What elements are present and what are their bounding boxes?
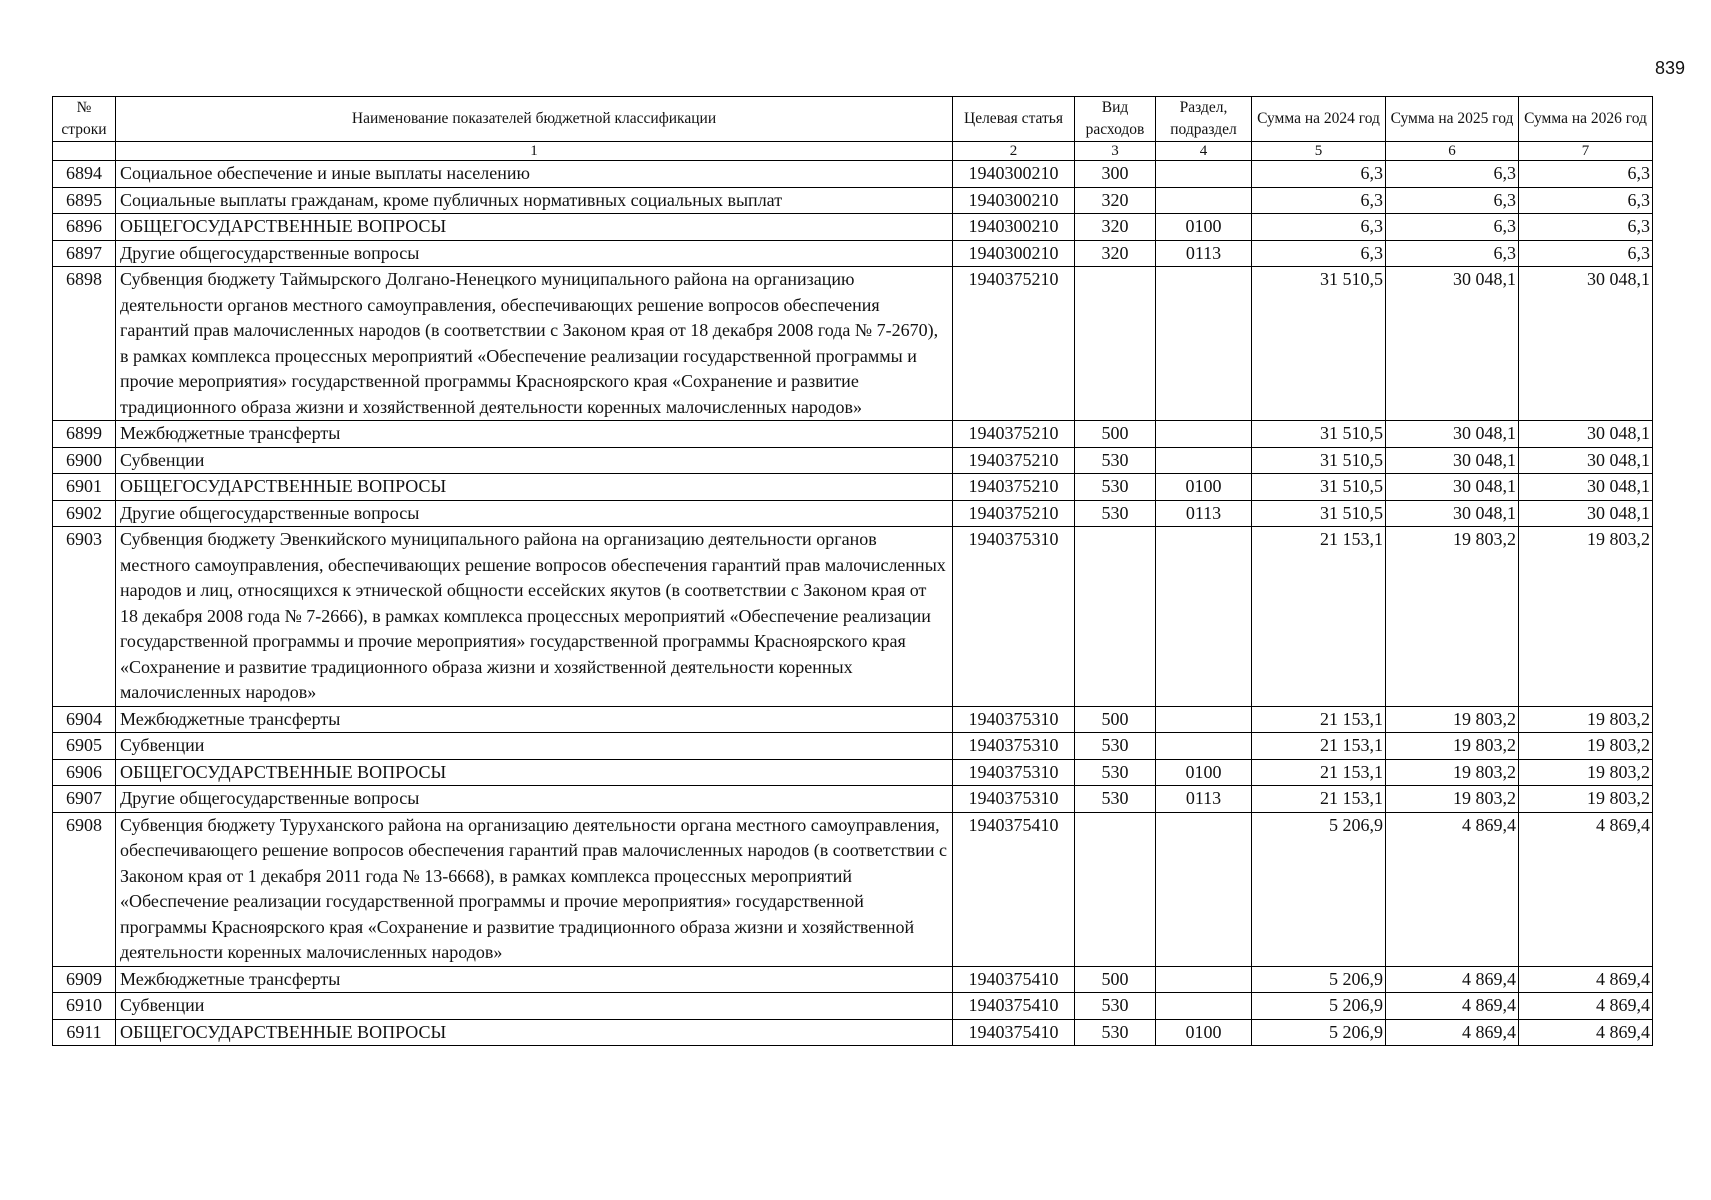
sum-2025-cell: 19 803,2 [1386, 786, 1519, 813]
row-number-cell: 6905 [53, 733, 116, 760]
column-number: 5 [1252, 142, 1386, 161]
column-number: 6 [1386, 142, 1519, 161]
expense-type-cell: 500 [1075, 966, 1156, 993]
sum-2025-cell: 4 869,4 [1386, 966, 1519, 993]
target-article-cell: 1940375310 [953, 706, 1075, 733]
target-article-cell: 1940375410 [953, 966, 1075, 993]
table-row [53, 527, 1653, 707]
sum-2026-cell: 4 869,4 [1519, 966, 1653, 993]
sum-2025-cell: 19 803,2 [1386, 527, 1519, 707]
row-number-cell: 6898 [53, 267, 116, 421]
indicator-name-cell: Межбюджетные трансферты [116, 421, 953, 448]
section-cell [1156, 966, 1252, 993]
indicator-name-cell: ОБЩЕГОСУДАРСТВЕННЫЕ ВОПРОСЫ [116, 214, 953, 241]
sum-2024-cell: 31 510,5 [1252, 421, 1386, 448]
target-article-cell: 1940375210 [953, 500, 1075, 527]
table-row [53, 1019, 1653, 1046]
row-number-cell: 6899 [53, 421, 116, 448]
target-article-cell: 1940300210 [953, 161, 1075, 188]
indicator-name-cell: Субвенция бюджету Туруханского района на организацию деятельности органа местного самоуправления, обеспечивающего решение вопросов обеспечения гарантий прав малочисленных народов (в соответствии с Законом края от 1 декабря 2011 года № 13-6668), в рамках комплекса процессных мероприятий «Обеспечение реализации государственной программы и прочие мероприятия» государственной программы Красноярского края «Сохранение и развитие традиционного образа жизни и хозяйственной деятельности коренных малочисленных народов» [116, 812, 953, 966]
sum-2026-cell: 4 869,4 [1519, 812, 1653, 966]
row-number-cell: 6895 [53, 187, 116, 214]
row-number-cell: 6897 [53, 240, 116, 267]
row-number-cell: 6904 [53, 706, 116, 733]
header-sum-2024: Сумма на 2024 год [1252, 97, 1386, 142]
section-cell: 0113 [1156, 240, 1252, 267]
sum-2026-cell: 30 048,1 [1519, 447, 1653, 474]
expense-type-cell: 500 [1075, 421, 1156, 448]
target-article-cell: 1940375310 [953, 786, 1075, 813]
indicator-name-cell: ОБЩЕГОСУДАРСТВЕННЫЕ ВОПРОСЫ [116, 1019, 953, 1046]
indicator-name-cell: Другие общегосударственные вопросы [116, 786, 953, 813]
sum-2025-cell: 30 048,1 [1386, 421, 1519, 448]
sum-2024-cell: 6,3 [1252, 240, 1386, 267]
sum-2024-cell: 31 510,5 [1252, 500, 1386, 527]
row-number-cell: 6900 [53, 447, 116, 474]
section-cell [1156, 527, 1252, 707]
indicator-name-cell: Субвенция бюджету Таймырского Долгано-Ненецкого муниципального района на организацию деятельности органов местного самоуправления, обеспечивающих решение вопросов обеспечения гарантий прав малочисленных народов (в соответствии с Законом края от 18 декабря 2008 года № 7-2670), в рамках комплекса процессных мероприятий «Обеспечение реализации государственной программы и прочие мероприятия» государственной программы Красноярского края «Сохранение и развитие традиционного образа жизни и хозяйственной деятельности коренных малочисленных народов» [116, 267, 953, 421]
table-row [53, 706, 1653, 733]
target-article-cell: 1940375410 [953, 812, 1075, 966]
sum-2025-cell: 19 803,2 [1386, 733, 1519, 760]
row-number-cell: 6902 [53, 500, 116, 527]
row-number-cell: 6910 [53, 993, 116, 1020]
section-cell: 0100 [1156, 214, 1252, 241]
expense-type-cell: 530 [1075, 759, 1156, 786]
row-number-cell: 6908 [53, 812, 116, 966]
column-numbers-row [53, 142, 1653, 161]
expense-type-cell: 300 [1075, 161, 1156, 188]
sum-2026-cell: 6,3 [1519, 214, 1653, 241]
indicator-name-cell: Межбюджетные трансферты [116, 966, 953, 993]
table-row [53, 240, 1653, 267]
section-cell: 0113 [1156, 500, 1252, 527]
section-cell [1156, 993, 1252, 1020]
column-number: 3 [1075, 142, 1156, 161]
sum-2025-cell: 4 869,4 [1386, 812, 1519, 966]
row-number-cell: 6901 [53, 474, 116, 501]
sum-2025-cell: 6,3 [1386, 187, 1519, 214]
sum-2025-cell: 30 048,1 [1386, 447, 1519, 474]
row-number-cell: 6907 [53, 786, 116, 813]
table-row [53, 500, 1653, 527]
table-row [53, 421, 1653, 448]
header-sum-2026: Сумма на 2026 год [1519, 97, 1653, 142]
column-number: 2 [953, 142, 1075, 161]
indicator-name-cell: Субвенции [116, 447, 953, 474]
expense-type-cell [1075, 267, 1156, 421]
table-row [53, 161, 1653, 188]
row-number-cell: 6896 [53, 214, 116, 241]
expense-type-cell: 530 [1075, 500, 1156, 527]
table-body [53, 161, 1653, 1046]
sum-2026-cell: 6,3 [1519, 240, 1653, 267]
sum-2024-cell: 5 206,9 [1252, 993, 1386, 1020]
sum-2024-cell: 6,3 [1252, 214, 1386, 241]
indicator-name-cell: Субвенции [116, 993, 953, 1020]
sum-2025-cell: 19 803,2 [1386, 759, 1519, 786]
section-cell [1156, 267, 1252, 421]
sum-2026-cell: 30 048,1 [1519, 267, 1653, 421]
sum-2024-cell: 21 153,1 [1252, 786, 1386, 813]
column-number: 7 [1519, 142, 1653, 161]
sum-2026-cell: 30 048,1 [1519, 421, 1653, 448]
indicator-name-cell: Социальное обеспечение и иные выплаты населению [116, 161, 953, 188]
column-number-blank [53, 142, 116, 161]
sum-2026-cell: 4 869,4 [1519, 1019, 1653, 1046]
expense-type-cell: 320 [1075, 240, 1156, 267]
target-article-cell: 1940375310 [953, 759, 1075, 786]
sum-2026-cell: 30 048,1 [1519, 500, 1653, 527]
target-article-cell: 1940300210 [953, 187, 1075, 214]
budget-table [52, 96, 1653, 1046]
sum-2024-cell: 21 153,1 [1252, 527, 1386, 707]
expense-type-cell [1075, 812, 1156, 966]
expense-type-cell: 530 [1075, 1019, 1156, 1046]
expense-type-cell: 320 [1075, 214, 1156, 241]
section-cell [1156, 161, 1252, 188]
sum-2024-cell: 31 510,5 [1252, 474, 1386, 501]
expense-type-cell: 320 [1075, 187, 1156, 214]
target-article-cell: 1940375210 [953, 447, 1075, 474]
header-target-article: Целевая статья [953, 97, 1075, 142]
indicator-name-cell: Межбюджетные трансферты [116, 706, 953, 733]
header-section: Раздел, подраздел [1156, 97, 1252, 142]
target-article-cell: 1940375210 [953, 474, 1075, 501]
target-article-cell: 1940375210 [953, 421, 1075, 448]
row-number-cell: 6906 [53, 759, 116, 786]
sum-2025-cell: 6,3 [1386, 214, 1519, 241]
table-row [53, 759, 1653, 786]
section-cell [1156, 187, 1252, 214]
sum-2024-cell: 5 206,9 [1252, 812, 1386, 966]
sum-2026-cell: 4 869,4 [1519, 993, 1653, 1020]
section-cell: 0113 [1156, 786, 1252, 813]
expense-type-cell: 530 [1075, 733, 1156, 760]
sum-2025-cell: 19 803,2 [1386, 706, 1519, 733]
section-cell [1156, 706, 1252, 733]
sum-2025-cell: 4 869,4 [1386, 1019, 1519, 1046]
indicator-name-cell: Субвенция бюджету Эвенкийского муниципального района на организацию деятельности органов местного самоуправления, обеспечивающих решение вопросов обеспечения гарантий прав малочисленных народов и лиц, относящихся к этнической общности ессейских якутов (в соответствии с Законом края от 18 декабря 2008 года № 7-2666), в рамках комплекса процессных мероприятий «Обеспечение реализации государственной программы и прочие мероприятия» государственной программы Красноярского края «Сохранение и развитие традиционного образа жизни и хозяйственной деятельности коренных малочисленных народов» [116, 527, 953, 707]
sum-2026-cell: 19 803,2 [1519, 759, 1653, 786]
sum-2026-cell: 19 803,2 [1519, 527, 1653, 707]
table-row [53, 267, 1653, 421]
column-number: 4 [1156, 142, 1252, 161]
sum-2026-cell: 19 803,2 [1519, 733, 1653, 760]
indicator-name-cell: ОБЩЕГОСУДАРСТВЕННЫЕ ВОПРОСЫ [116, 759, 953, 786]
section-cell: 0100 [1156, 1019, 1252, 1046]
header-expense-type: Вид расходов [1075, 97, 1156, 142]
sum-2024-cell: 31 510,5 [1252, 267, 1386, 421]
indicator-name-cell: Социальные выплаты гражданам, кроме публичных нормативных социальных выплат [116, 187, 953, 214]
row-number-cell: 6909 [53, 966, 116, 993]
table-row [53, 187, 1653, 214]
sum-2025-cell: 30 048,1 [1386, 267, 1519, 421]
sum-2025-cell: 30 048,1 [1386, 500, 1519, 527]
indicator-name-cell: Другие общегосударственные вопросы [116, 240, 953, 267]
sum-2024-cell: 6,3 [1252, 161, 1386, 188]
section-cell: 0100 [1156, 759, 1252, 786]
sum-2026-cell: 19 803,2 [1519, 786, 1653, 813]
expense-type-cell [1075, 527, 1156, 707]
indicator-name-cell: ОБЩЕГОСУДАРСТВЕННЫЕ ВОПРОСЫ [116, 474, 953, 501]
sum-2024-cell: 5 206,9 [1252, 966, 1386, 993]
sum-2024-cell: 21 153,1 [1252, 759, 1386, 786]
table-row [53, 447, 1653, 474]
table-row [53, 733, 1653, 760]
section-cell: 0100 [1156, 474, 1252, 501]
indicator-name-cell: Субвенции [116, 733, 953, 760]
target-article-cell: 1940300210 [953, 240, 1075, 267]
section-cell [1156, 421, 1252, 448]
target-article-cell: 1940375310 [953, 733, 1075, 760]
expense-type-cell: 500 [1075, 706, 1156, 733]
sum-2024-cell: 5 206,9 [1252, 1019, 1386, 1046]
page-number: 839 [1654, 58, 1685, 78]
sum-2025-cell: 6,3 [1386, 161, 1519, 188]
header-name: Наименование показателей бюджетной классификации [116, 97, 953, 142]
expense-type-cell: 530 [1075, 474, 1156, 501]
section-cell [1156, 447, 1252, 474]
sum-2026-cell: 6,3 [1519, 161, 1653, 188]
table-row [53, 966, 1653, 993]
table-header [53, 97, 1653, 161]
table-row [53, 812, 1653, 966]
row-number-cell: 6894 [53, 161, 116, 188]
sum-2025-cell: 4 869,4 [1386, 993, 1519, 1020]
target-article-cell: 1940375410 [953, 1019, 1075, 1046]
sum-2026-cell: 19 803,2 [1519, 706, 1653, 733]
target-article-cell: 1940375410 [953, 993, 1075, 1020]
target-article-cell: 1940375310 [953, 527, 1075, 707]
table-row [53, 214, 1653, 241]
sum-2025-cell: 30 048,1 [1386, 474, 1519, 501]
target-article-cell: 1940375210 [953, 267, 1075, 421]
expense-type-cell: 530 [1075, 447, 1156, 474]
row-number-cell: 6903 [53, 527, 116, 707]
header-row-number: № строки [53, 97, 116, 142]
indicator-name-cell: Другие общегосударственные вопросы [116, 500, 953, 527]
sum-2024-cell: 31 510,5 [1252, 447, 1386, 474]
table-row [53, 993, 1653, 1020]
section-cell [1156, 812, 1252, 966]
table-row [53, 474, 1653, 501]
column-number: 1 [116, 142, 953, 161]
expense-type-cell: 530 [1075, 786, 1156, 813]
header-sum-2025: Сумма на 2025 год [1386, 97, 1519, 142]
target-article-cell: 1940300210 [953, 214, 1075, 241]
expense-type-cell: 530 [1075, 993, 1156, 1020]
sum-2024-cell: 21 153,1 [1252, 733, 1386, 760]
sum-2024-cell: 6,3 [1252, 187, 1386, 214]
section-cell [1156, 733, 1252, 760]
sum-2026-cell: 30 048,1 [1519, 474, 1653, 501]
sum-2025-cell: 6,3 [1386, 240, 1519, 267]
table-row [53, 786, 1653, 813]
sum-2024-cell: 21 153,1 [1252, 706, 1386, 733]
sum-2026-cell: 6,3 [1519, 187, 1653, 214]
row-number-cell: 6911 [53, 1019, 116, 1046]
